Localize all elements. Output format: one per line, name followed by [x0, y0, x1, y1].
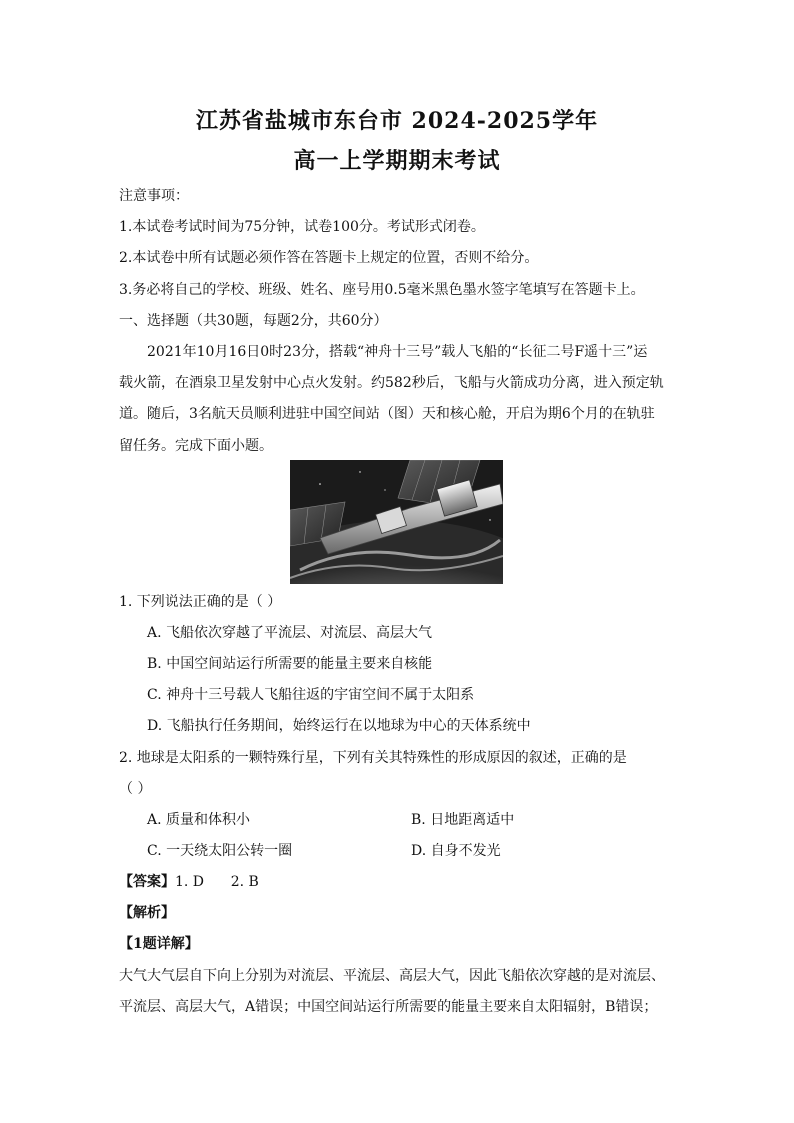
space-station-illustration — [290, 460, 503, 584]
exam-title-line2: 高一上学期期末考试 — [293, 148, 501, 174]
q2-option-a: A. 质量和体积小 — [147, 812, 251, 828]
q1-option-c: C. 神舟十三号载人飞船往返的宇宙空间不属于太阳系 — [147, 687, 475, 703]
notice-heading: 注意事项： — [119, 188, 189, 204]
section-heading: 一、选择题（共30题，每题2分，共60分） — [119, 313, 388, 329]
notice-item-3: 3.务必将自己的学校、班级、姓名、座号用0.5毫米黑色墨水签字笔填写在答题卡上。 — [119, 282, 645, 298]
q1-option-d: D. 飞船执行任务期间，始终运行在以地球为中心的天体系统中 — [147, 718, 531, 734]
answer-label: 【答案】 — [119, 874, 175, 890]
passage-line-1: 2021年10月16日0时23分，搭载“神舟十三号”载人飞船的“长征二号F遥十三”运 — [147, 344, 648, 360]
q2-stem-line1: 2. 地球是太阳系的一颗特殊行星，下列有关其特殊性的形成原因的叙述，正确的是 — [119, 750, 627, 766]
notice-item-2: 2.本试卷中所有试题必须作答在答题卡上规定的位置，否则不给分。 — [119, 250, 539, 266]
passage-line-4: 留任务。完成下面小题。 — [119, 438, 273, 454]
q2-option-c: C. 一天绕太阳公转一圈 — [147, 843, 293, 859]
analysis-line-1: 大气大气层自下向上分别为对流层、平流层、高层大气，因此飞船依次穿越的是对流层、 — [119, 968, 665, 984]
answer-row — [119, 872, 679, 892]
q1-option-b: B. 中国空间站运行所需要的能量主要来自核能 — [147, 656, 433, 672]
q1-option-a: A. 飞船依次穿越了平流层、对流层、高层大气 — [147, 625, 433, 641]
notice-item-1: 1.本试卷考试时间为75分钟，试卷100分。考试形式闭卷。 — [119, 219, 485, 235]
analysis-label: 【解析】 — [119, 905, 175, 921]
answer-value: 1. D 2. B — [175, 874, 259, 890]
q2-option-b: B. 日地距离适中 — [411, 812, 515, 828]
q2-option-d: D. 自身不发光 — [411, 843, 501, 859]
analysis-line-2: 平流层、高层大气，A错误；中国空间站运行所需要的能量主要来自太阳辐射，B错误； — [119, 999, 658, 1015]
q1-stem: 1. 下列说法正确的是（ ） — [119, 594, 282, 610]
q1-detail-label: 【1题详解】 — [119, 936, 199, 952]
q2-stem-line2: （ ） — [119, 781, 152, 797]
passage-line-2: 载火箭，在酒泉卫星发射中心点火发射。约582秒后，飞船与火箭成功分离，进入预定轨 — [119, 375, 664, 391]
exam-title-line1: 江苏省盐城市东台市 2024-2025学年 — [195, 108, 599, 134]
passage-line-3: 道。随后，3名航天员顺利进驻中国空间站（图）天和核心舱，开启为期6个月的在轨驻 — [119, 406, 655, 422]
space-station-photo — [290, 460, 503, 584]
